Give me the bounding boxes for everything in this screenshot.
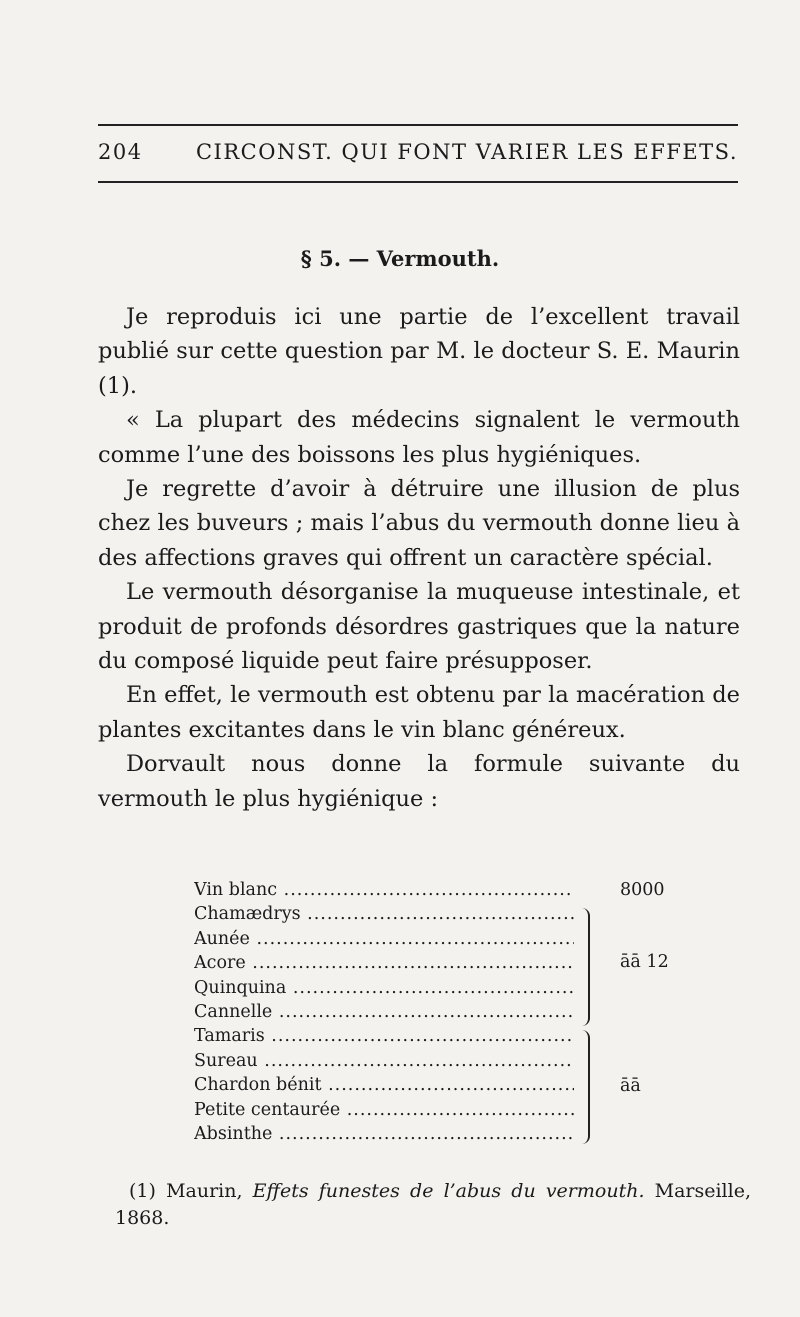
- running-head: [98, 140, 738, 164]
- ingredient-quantity: 8000: [620, 880, 665, 900]
- footnote-author: Maurin,: [166, 1180, 243, 1202]
- recipe-row: [194, 927, 674, 951]
- ingredient-name: Quinquina .....: [194, 976, 574, 1000]
- brace-group-2: [578, 1030, 590, 1144]
- paragraph: Je reproduis ici une partie de l’excellent travail publié sur cette question par M. le docteur S. E. Maurin (1).: [98, 304, 740, 399]
- recipe-table: [194, 878, 674, 1146]
- recipe-row: [194, 1073, 674, 1097]
- paragraph: En effet, le vermouth est obtenu par la macération de plantes excitantes dans le vin blanc généreux.: [98, 682, 740, 743]
- recipe-row: [194, 1000, 674, 1024]
- paragraph: Je regrette d’avoir à détruire une illusion de plus chez les buveurs ; mais l’abus du vermouth donne lieu à des affections graves qui offrent un caractère spécial.: [98, 476, 740, 571]
- footnote: [115, 1178, 751, 1232]
- ingredient-name: Chamædrys .....: [194, 902, 574, 926]
- paragraph: « La plupart des médecins signalent le vermouth comme l’une des boissons les plus hygiéniques.: [98, 407, 740, 468]
- footnote-rest: Marseille, 1868.: [115, 1180, 751, 1229]
- recipe-row: [194, 878, 674, 902]
- ingredient-name: Tamaris .....: [194, 1024, 574, 1048]
- footnote-marker: (1): [129, 1180, 156, 1202]
- section-title: § 5. — Vermouth.: [300, 246, 500, 271]
- paragraph: Dorvault nous donne la formule suivante du vermouth le plus hygiénique :: [98, 751, 740, 812]
- header-bottom-rule: [98, 181, 738, 183]
- recipe-row: [194, 951, 674, 975]
- ingredient-name: Chardon bénit .....: [194, 1073, 574, 1097]
- page-number: 204: [98, 140, 143, 164]
- body-text: [98, 300, 740, 816]
- brace-group-1: [578, 908, 590, 1026]
- ingredient-name: Petite centaurée .....: [194, 1098, 574, 1122]
- ingredient-name: Acore .....: [194, 951, 574, 975]
- ingredient-name: Vin blanc .....: [194, 878, 574, 902]
- group2-quantity: āā: [620, 1076, 641, 1096]
- recipe-row: [194, 1098, 674, 1122]
- ingredient-name: Sureau .....: [194, 1049, 574, 1073]
- running-title: CIRCONST. QUI FONT VARIER LES EFFETS.: [195, 140, 738, 164]
- paragraph: Le vermouth désorganise la muqueuse intestinale, et produit de profonds désordres gastriques que la nature du composé liquide peut faire présupposer.: [98, 579, 740, 675]
- group1-quantity: āā 12: [620, 952, 669, 972]
- ingredient-name: Absinthe .....: [194, 1122, 574, 1146]
- recipe-row: [194, 1049, 674, 1073]
- recipe-row: [194, 976, 674, 1000]
- ingredient-name: Cannelle .....: [194, 1000, 574, 1024]
- recipe-row: [194, 1122, 674, 1146]
- recipe-row: [194, 1024, 674, 1048]
- footnote-title: Effets funestes de l’abus du vermouth.: [252, 1180, 645, 1202]
- header-top-rule: [98, 124, 738, 126]
- ingredient-name: Aunée .....: [194, 927, 574, 951]
- recipe-row: [194, 902, 674, 926]
